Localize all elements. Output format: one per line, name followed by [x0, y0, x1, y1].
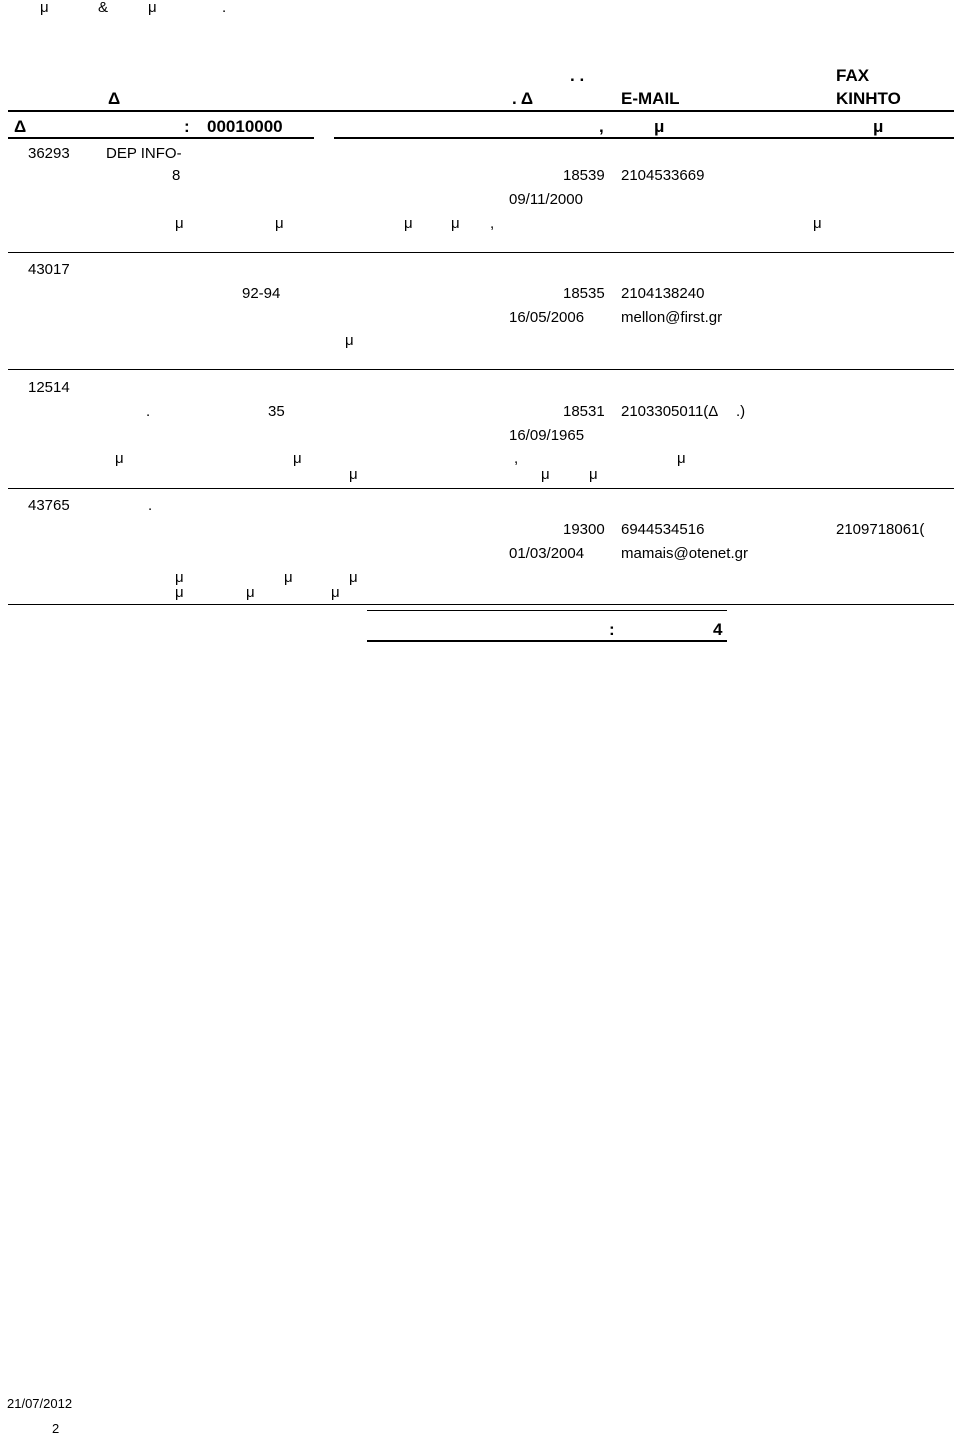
record-activity2-2: μ: [246, 584, 255, 601]
record-mobile: 2109718061(: [836, 521, 925, 538]
group-delta: Δ: [14, 117, 27, 136]
record-activity2-2: μ: [541, 466, 550, 483]
record-activity-3: ,: [514, 450, 519, 467]
record-id: 36293: [28, 145, 70, 162]
column-header-fax: FAX: [836, 66, 870, 85]
group-code-colon: :: [184, 117, 190, 136]
record-activity-4: μ: [451, 215, 460, 232]
record-divider: [8, 488, 954, 489]
group-mu-2: μ: [873, 117, 884, 136]
header-mu-2: μ: [148, 0, 157, 16]
record-activity-1: μ: [175, 215, 184, 232]
total-colon: :: [609, 620, 615, 639]
record-id: 12514: [28, 379, 70, 396]
record-activity2-1: μ: [349, 466, 358, 483]
record-phone: 2104138240: [621, 285, 705, 302]
header-ampersand: &: [98, 0, 109, 16]
record-id: 43765: [28, 497, 70, 514]
record-phone-tail: .): [736, 403, 746, 420]
record-street-number: 8: [172, 167, 181, 184]
total-rule-top: [367, 610, 727, 611]
column-header-dots: . .: [570, 66, 585, 85]
column-header-email: E-MAIL: [621, 89, 680, 108]
group-underline-left: [8, 137, 314, 139]
record-activity-6: μ: [813, 215, 822, 232]
footer-page-number: 2: [52, 1421, 60, 1436]
record-activity-2: μ: [275, 215, 284, 232]
record-divider: [8, 369, 954, 370]
record-activity2-1: μ: [175, 584, 184, 601]
record-activity-3: μ: [349, 569, 358, 586]
header-period: .: [222, 0, 227, 16]
footer-date: 21/07/2012: [7, 1396, 73, 1411]
record-date: 09/11/2000: [509, 191, 583, 208]
record-postcode: 19300: [563, 521, 605, 538]
record-activity-4: μ: [677, 450, 686, 467]
record-phone: 2104533669: [621, 167, 705, 184]
group-mu-1: μ: [654, 117, 665, 136]
record-activity2-3: μ: [331, 584, 340, 601]
header-divider: [8, 110, 954, 112]
record-postcode: 18535: [563, 285, 605, 302]
group-comma: ,: [599, 117, 604, 136]
record-id-suffix: .: [148, 497, 153, 514]
record-divider: [8, 604, 954, 605]
record-divider: [8, 252, 954, 253]
record-activity-3: μ: [404, 215, 413, 232]
record-street-number: 92-94: [242, 285, 281, 302]
record-email: mamais@otenet.gr: [621, 545, 748, 562]
record-date: 16/09/1965: [509, 427, 585, 444]
column-header-mobile: KINHTO: [836, 89, 901, 108]
record-name: DEP INFO-: [106, 145, 182, 162]
record-activity2-3: μ: [589, 466, 598, 483]
record-phone: 6944534516: [621, 521, 705, 538]
record-email: mellon@first.gr: [621, 309, 723, 326]
record-id: 43017: [28, 261, 70, 278]
record-postcode: 18539: [563, 167, 605, 184]
record-activity-1: μ: [345, 332, 354, 349]
record-activity-2: μ: [293, 450, 302, 467]
record-street-number: 35: [268, 403, 285, 420]
header-mu-1: μ: [40, 0, 49, 16]
record-activity-2: μ: [284, 569, 293, 586]
record-postcode: 18531: [563, 403, 605, 420]
record-activity-1: μ: [115, 450, 124, 467]
record-street-prefix: .: [146, 403, 151, 420]
column-header-dot-delta: . Δ: [512, 89, 534, 108]
group-underline-right: [334, 137, 954, 139]
column-header-delta: Δ: [108, 89, 121, 108]
group-code: 00010000: [207, 117, 283, 136]
record-activity-1: μ: [175, 569, 184, 586]
record-date: 01/03/2004: [509, 545, 585, 562]
record-date: 16/05/2006: [509, 309, 585, 326]
total-count: 4: [713, 620, 723, 639]
record-phone: 2103305011(Δ: [621, 403, 719, 420]
record-activity-5: ,: [490, 215, 495, 232]
total-rule-bottom: [367, 640, 727, 642]
